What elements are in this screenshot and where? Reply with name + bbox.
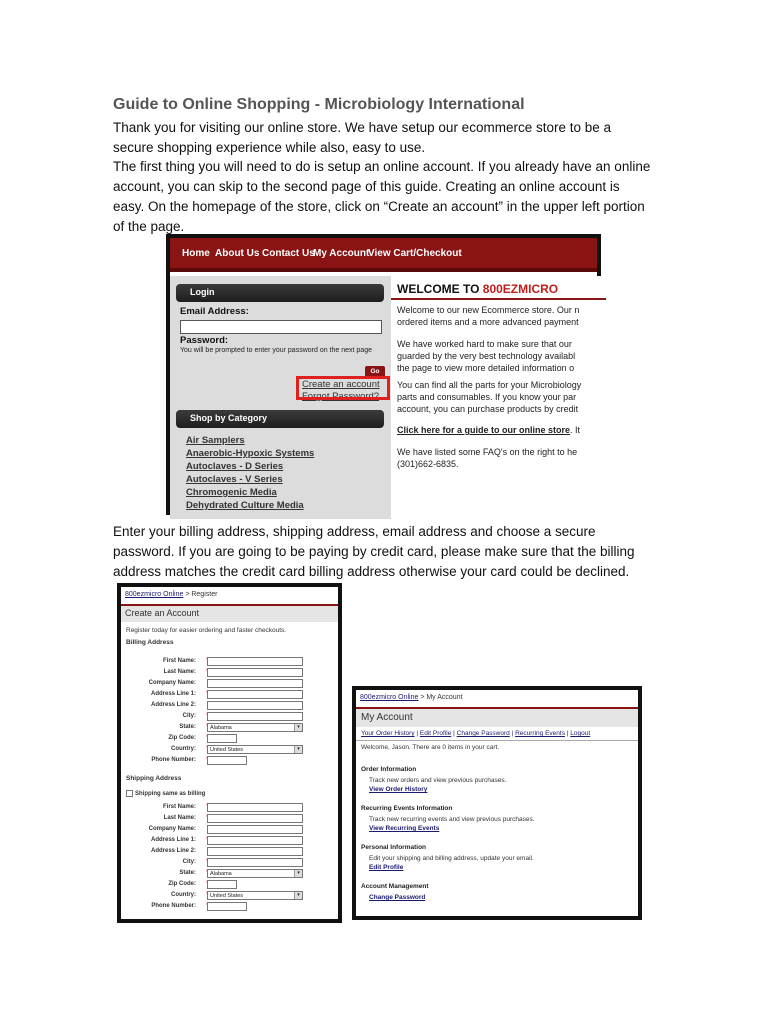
first-name-field[interactable] — [207, 657, 303, 666]
shipping-address1-row — [121, 836, 338, 847]
field-label: Address Line 1: — [150, 691, 196, 697]
guide-suffix: . It — [570, 425, 581, 435]
billing-state-row — [121, 723, 338, 734]
order-section-desc: Track new orders and view previous purchases. — [369, 777, 507, 784]
edit-profile-link[interactable]: Edit Profile — [419, 730, 452, 737]
last-name-field[interactable] — [207, 668, 303, 677]
welcome-text-line: You can find all the parts for your Microbiology — [397, 380, 582, 390]
field-label: Country: — [171, 746, 196, 752]
state-value: Alabama — [210, 725, 232, 731]
city-field[interactable] — [207, 858, 303, 867]
billing-address2-row — [121, 701, 338, 712]
field-label: First Name: — [162, 804, 196, 810]
state-value: Alabama — [210, 871, 232, 877]
billing-last-name-row — [121, 668, 338, 679]
field-label: Phone Number: — [151, 903, 196, 909]
breadcrumb-current: > Register — [183, 591, 218, 598]
nav-about-us[interactable]: About Us — [215, 248, 260, 259]
register-intro: Register today for easier ordering and faster checkouts. — [126, 627, 287, 634]
change-password-link[interactable]: Change Password — [456, 730, 510, 737]
last-name-field[interactable] — [207, 814, 303, 823]
nav-home[interactable]: Home — [182, 248, 210, 259]
page-header — [356, 707, 638, 727]
nav-contact-us[interactable]: Contact Us — [262, 248, 315, 259]
shipping-section-header: Shipping Address — [126, 775, 182, 782]
state-select[interactable] — [207, 869, 303, 878]
category-link[interactable]: Autoclaves - V Series — [186, 474, 283, 485]
category-list — [186, 434, 314, 512]
email-label: Email Address: — [180, 306, 249, 317]
field-label: City: — [182, 859, 196, 865]
page-title: Create an Account — [125, 608, 200, 618]
store-homepage-screenshot — [166, 234, 601, 515]
breadcrumb-home-link[interactable]: 800ezmicro Online — [360, 694, 419, 701]
store-nav-bar — [170, 238, 597, 272]
shipping-last-name-row — [121, 814, 338, 825]
phone-field[interactable] — [207, 902, 247, 911]
intro-paragraph: Thank you for visiting our online store. We have setup our ecommerce store to be a secure shopping experience while also, easy to use. — [113, 120, 612, 155]
field-label: State: — [179, 870, 196, 876]
logout-link[interactable]: Logout — [570, 730, 591, 737]
guide-line — [397, 424, 657, 436]
shipping-zip-row — [121, 880, 338, 891]
edit-profile-section-link[interactable]: Edit Profile — [369, 864, 404, 871]
company-field[interactable] — [207, 679, 303, 688]
welcome-column — [391, 276, 606, 519]
welcome-title — [397, 282, 558, 296]
login-header: Login — [176, 284, 384, 302]
welcome-text-line: guarded by the very best technology availabl — [397, 351, 576, 361]
nav-view-cart[interactable]: View Cart/Checkout — [368, 248, 462, 259]
field-label: Country: — [171, 892, 196, 898]
shipping-same-row — [126, 790, 205, 797]
field-label: City: — [182, 713, 196, 719]
field-label: Phone Number: — [151, 757, 196, 763]
welcome-text-line: ordered items and a more advanced payment — [397, 317, 579, 327]
billing-first-name-row — [121, 657, 338, 668]
welcome-divider — [391, 298, 606, 300]
management-section-header: Account Management — [361, 883, 429, 890]
change-password-section-link[interactable]: Change Password — [369, 894, 426, 901]
email-input[interactable] — [180, 320, 382, 334]
field-label: First Name: — [162, 658, 196, 664]
nav-my-account[interactable]: My Account — [313, 248, 370, 259]
chevron-down-icon: ▾ — [294, 746, 302, 753]
register-screenshot — [117, 583, 342, 923]
page-header — [121, 604, 338, 622]
billing-company-row — [121, 679, 338, 690]
state-select[interactable] — [207, 723, 303, 732]
category-link[interactable]: Chromogenic Media — [186, 487, 277, 498]
address1-field[interactable] — [207, 690, 303, 699]
welcome-text-line: the page to view more detailed information o — [397, 363, 575, 373]
order-section-header: Order Information — [361, 766, 417, 773]
category-link[interactable]: Air Samplers — [186, 435, 245, 446]
category-link[interactable]: Dehydrated Culture Media — [186, 500, 304, 511]
chevron-down-icon: ▾ — [294, 892, 302, 899]
guide-link[interactable]: Click here for a guide to our online store — [397, 425, 571, 435]
shipping-phone-row — [121, 902, 338, 913]
divider — [356, 740, 638, 741]
zip-field[interactable] — [207, 734, 237, 743]
address2-field[interactable] — [207, 701, 303, 710]
personal-section-desc: Edit your shipping and billing address, update your email. — [369, 855, 534, 862]
billing-paragraph: Enter your billing address, shipping address, email address and choose a secure password. If you are going to be paying by credit card, please make sure that the billing address matches the credit card billing address otherwise your card could be declined. — [113, 524, 635, 579]
document-title: Guide to Online Shopping - Microbiology International — [113, 96, 525, 113]
country-value: United States — [210, 747, 244, 753]
breadcrumb-current: > My Account — [418, 694, 463, 701]
field-label: Company Name: — [148, 826, 196, 832]
billing-country-row — [121, 745, 338, 756]
address1-field[interactable] — [207, 836, 303, 845]
welcome-text-line: parts and consumables. If you know your par — [397, 392, 577, 402]
shipping-company-row — [121, 825, 338, 836]
field-label: Zip Code: — [168, 881, 196, 887]
phone-field[interactable] — [207, 756, 247, 765]
category-link[interactable]: Anaerobic-Hypoxic Systems — [186, 448, 315, 459]
welcome-message: Welcome, Jason. There are 0 items in your cart. — [361, 744, 500, 751]
shipping-country-row — [121, 891, 338, 902]
company-field[interactable] — [207, 825, 303, 834]
view-order-history-link[interactable]: View Order History — [369, 786, 428, 793]
breadcrumb — [125, 591, 217, 598]
breadcrumb — [360, 694, 463, 701]
shipping-same-checkbox[interactable] — [126, 790, 133, 797]
create-account-highlight — [296, 376, 390, 400]
zip-field[interactable] — [207, 880, 237, 889]
welcome-brand: 800EZMICRO — [482, 282, 559, 296]
shipping-city-row — [121, 858, 338, 869]
chevron-down-icon: ▾ — [294, 724, 302, 731]
shipping-state-row — [121, 869, 338, 880]
create-account-link[interactable]: Create an account — [302, 379, 380, 390]
shipping-same-label: Shipping same as billing — [135, 791, 206, 798]
forgot-password-link[interactable]: Forgot Password? — [302, 391, 380, 402]
shipping-first-name-row — [121, 803, 338, 814]
welcome-prefix: WELCOME TO — [397, 282, 483, 296]
field-label: Address Line 2: — [150, 702, 196, 708]
recurring-section-desc: Track new recurring events and view previous purchases. — [369, 816, 535, 823]
password-note: You will be prompted to enter your password on the next page — [180, 347, 372, 354]
go-button[interactable]: Go — [365, 366, 385, 378]
recurring-events-link[interactable]: Recurring Events — [515, 730, 565, 737]
field-label: Last Name: — [163, 815, 196, 821]
recurring-section-header: Recurring Events Information — [361, 805, 453, 812]
account-paragraph: The first thing you will need to do is setup an online account. If you already have an online account, you can skip to the second page of this guide. Creating an online account is easy. On the homepage of the store, click on “Create an account” in the upper left portion of the page. — [113, 159, 651, 234]
breadcrumb-home-link[interactable]: 800ezmicro Online — [125, 591, 184, 598]
faq-line: We have listed some FAQ's on the right to he — [397, 447, 578, 457]
shop-by-category-header: Shop by Category — [176, 410, 384, 428]
country-value: United States — [210, 893, 244, 899]
view-recurring-events-link[interactable]: View Recurring Events — [369, 825, 440, 832]
phone-line: (301)662-6835. — [397, 459, 459, 469]
category-link[interactable]: Autoclaves - D Series — [186, 461, 284, 472]
address2-field[interactable] — [207, 847, 303, 856]
billing-address1-row — [121, 690, 338, 701]
field-label: Address Line 2: — [150, 848, 196, 854]
billing-section-header: Billing Address — [126, 639, 174, 646]
field-label: Address Line 1: — [150, 837, 196, 843]
page-title: My Account — [361, 712, 413, 723]
field-label: Company Name: — [148, 680, 196, 686]
password-label: Password: — [180, 335, 229, 346]
city-field[interactable] — [207, 712, 303, 721]
chevron-down-icon: ▾ — [294, 870, 302, 877]
order-history-link[interactable]: Your Order History — [361, 730, 415, 737]
welcome-text-line: Welcome to our new Ecommerce store. Our n — [397, 305, 580, 315]
welcome-text-line: account, you can purchase products by credit — [397, 404, 579, 414]
billing-city-row — [121, 712, 338, 723]
account-links: Your Order History | Edit Profile | Change Password | Recurring Events | Logout — [361, 730, 591, 737]
login-column — [170, 276, 391, 519]
field-label: State: — [179, 724, 196, 730]
personal-section-header: Personal Information — [361, 844, 427, 851]
field-label: Zip Code: — [168, 735, 196, 741]
country-select[interactable] — [207, 891, 303, 900]
welcome-text-line: We have worked hard to make sure that our — [397, 339, 572, 349]
shipping-address2-row — [121, 847, 338, 858]
billing-phone-row — [121, 756, 338, 767]
first-name-field[interactable] — [207, 803, 303, 812]
my-account-screenshot — [352, 686, 642, 920]
billing-zip-row — [121, 734, 338, 745]
country-select[interactable] — [207, 745, 303, 754]
field-label: Last Name: — [163, 669, 196, 675]
